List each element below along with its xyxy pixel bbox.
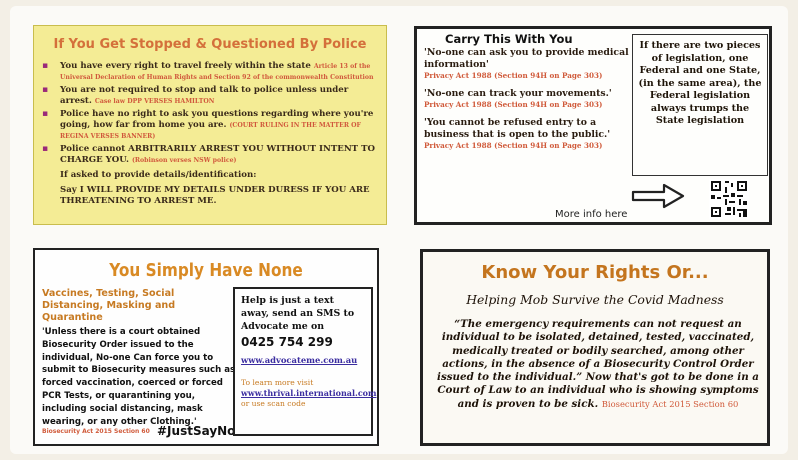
legal-reference: Article 13 of the Universal Declaration of Human Rights and Section 92 of the commonwealth Constitution	[60, 63, 374, 81]
act-reference: Biosecurity Act 2015 Section 60	[601, 398, 739, 409]
act-reference: Biosecurity Act 2015 Section 60	[42, 428, 150, 435]
arrow-right-icon	[630, 181, 686, 215]
hashtag: #JustSayNo	[157, 424, 236, 438]
qr-code-icon[interactable]	[709, 179, 749, 219]
none-card-subtitle: Vaccines, Testing, Social Distancing, Masking and Quarantine	[42, 288, 176, 323]
rights-list-item: ▪ You are not required to stop and talk to police unless under arrest. Case law DPP VERSES HAMILTON	[42, 85, 378, 107]
stopped-by-police-card	[33, 25, 387, 225]
none-card-body: 'Unless there is a court obtained Biosecurity Order issued to the individual, No-one Can force you to submit to Biosecurity measures such as forced vaccination, coerced or forced PCR Tests, or quarantining you, including social distancing, mask wearing, or any other Clothing.'	[42, 327, 236, 427]
legal-reference: (Robinson verses NSW police)	[131, 157, 237, 164]
rights-list-item: ▪ Police have no right to ask you questions regarding where you're going, how far from home you are. (COURT RULING IN THE MATTER OF REGINA VERSES BANNER)	[42, 109, 378, 142]
rights-body-text: “The emergency requirements can not request an individual to be isolated, detained, tested, vaccinated, medically treated or bodily searched, among other actions, in the absence of a Biosecurity Control Order issued to the individual.” Now that's got to be done in a Court of Law to an individual who is showing symptoms and is proven to be sick.	[437, 318, 759, 410]
advocateme-link[interactable]: www.advocateme.com.au	[241, 355, 358, 365]
carry-card-title: Carry This With You	[445, 32, 573, 46]
details-answer: Say I WILL PROVIDE MY DETAILS UNDER DURESS IF YOU ARE THREATENING TO ARREST ME.	[60, 185, 370, 206]
rights-list-item: ▪ You have every right to travel freely within the state Article 13 of the Universal Declaration of Human Rights and Section 92 of the commonwealth Constitution	[42, 61, 378, 83]
quote-text: 'You cannot be refused entry to a business that is open to the public.'	[424, 117, 611, 140]
rights-card-subtitle: Helping Mob Survive the Covid Madness	[466, 292, 724, 307]
rights-card-title: Know Your Rights Or...	[481, 262, 709, 283]
carry-this-card	[414, 26, 772, 225]
quote-source: Privacy Act 1988 (Section 94H on Page 303)	[424, 100, 603, 109]
quote-text: 'No-one can track your movements.'	[424, 88, 612, 99]
simply-have-none-card	[33, 248, 379, 446]
details-prompt: If asked to provide details/identification:	[60, 170, 257, 180]
help-intro: Help is just a text away, send an SMS to Advocate me on	[241, 295, 355, 332]
thrival-link[interactable]: www.thrival.international.com	[241, 388, 377, 398]
stopped-card-title: If You Get Stopped & Questioned By Police	[53, 37, 367, 52]
none-card-title: You Simply Have None	[109, 260, 303, 281]
quote-list	[424, 47, 629, 158]
quote-text: 'No-one can ask you to provide medical information'	[424, 47, 629, 70]
more-info-label: More info here	[555, 209, 628, 220]
learn-more-label: To learn more visit	[241, 378, 314, 387]
rights-list	[42, 61, 378, 166]
quote-source: Privacy Act 1988 (Section 94H on Page 303)	[424, 71, 603, 80]
legal-reference: (COURT RULING IN THE MATTER OF REGINA VERSES BANNER)	[60, 122, 361, 140]
scan-code-label: or use scan code	[241, 399, 306, 408]
help-box	[233, 287, 377, 436]
know-your-rights-card	[420, 249, 770, 446]
quote-source: Privacy Act 1988 (Section 94H on Page 303)	[424, 141, 603, 150]
phone-number[interactable]: 0425 754 299	[241, 335, 333, 349]
rights-list-item: ▪ Police cannot ARBITRARILY ARREST YOU WITHOUT INTENT TO CHARGE YOU. (Robinson verses NSW police)	[42, 144, 378, 166]
rights-card-body	[433, 318, 763, 411]
legal-reference: Case law DPP VERSES HAMILTON	[94, 98, 215, 105]
legislation-note: If there are two pieces of legislation, one Federal and one State, (in the same area), the Federal legislation always trumps the State legislation	[632, 34, 768, 176]
